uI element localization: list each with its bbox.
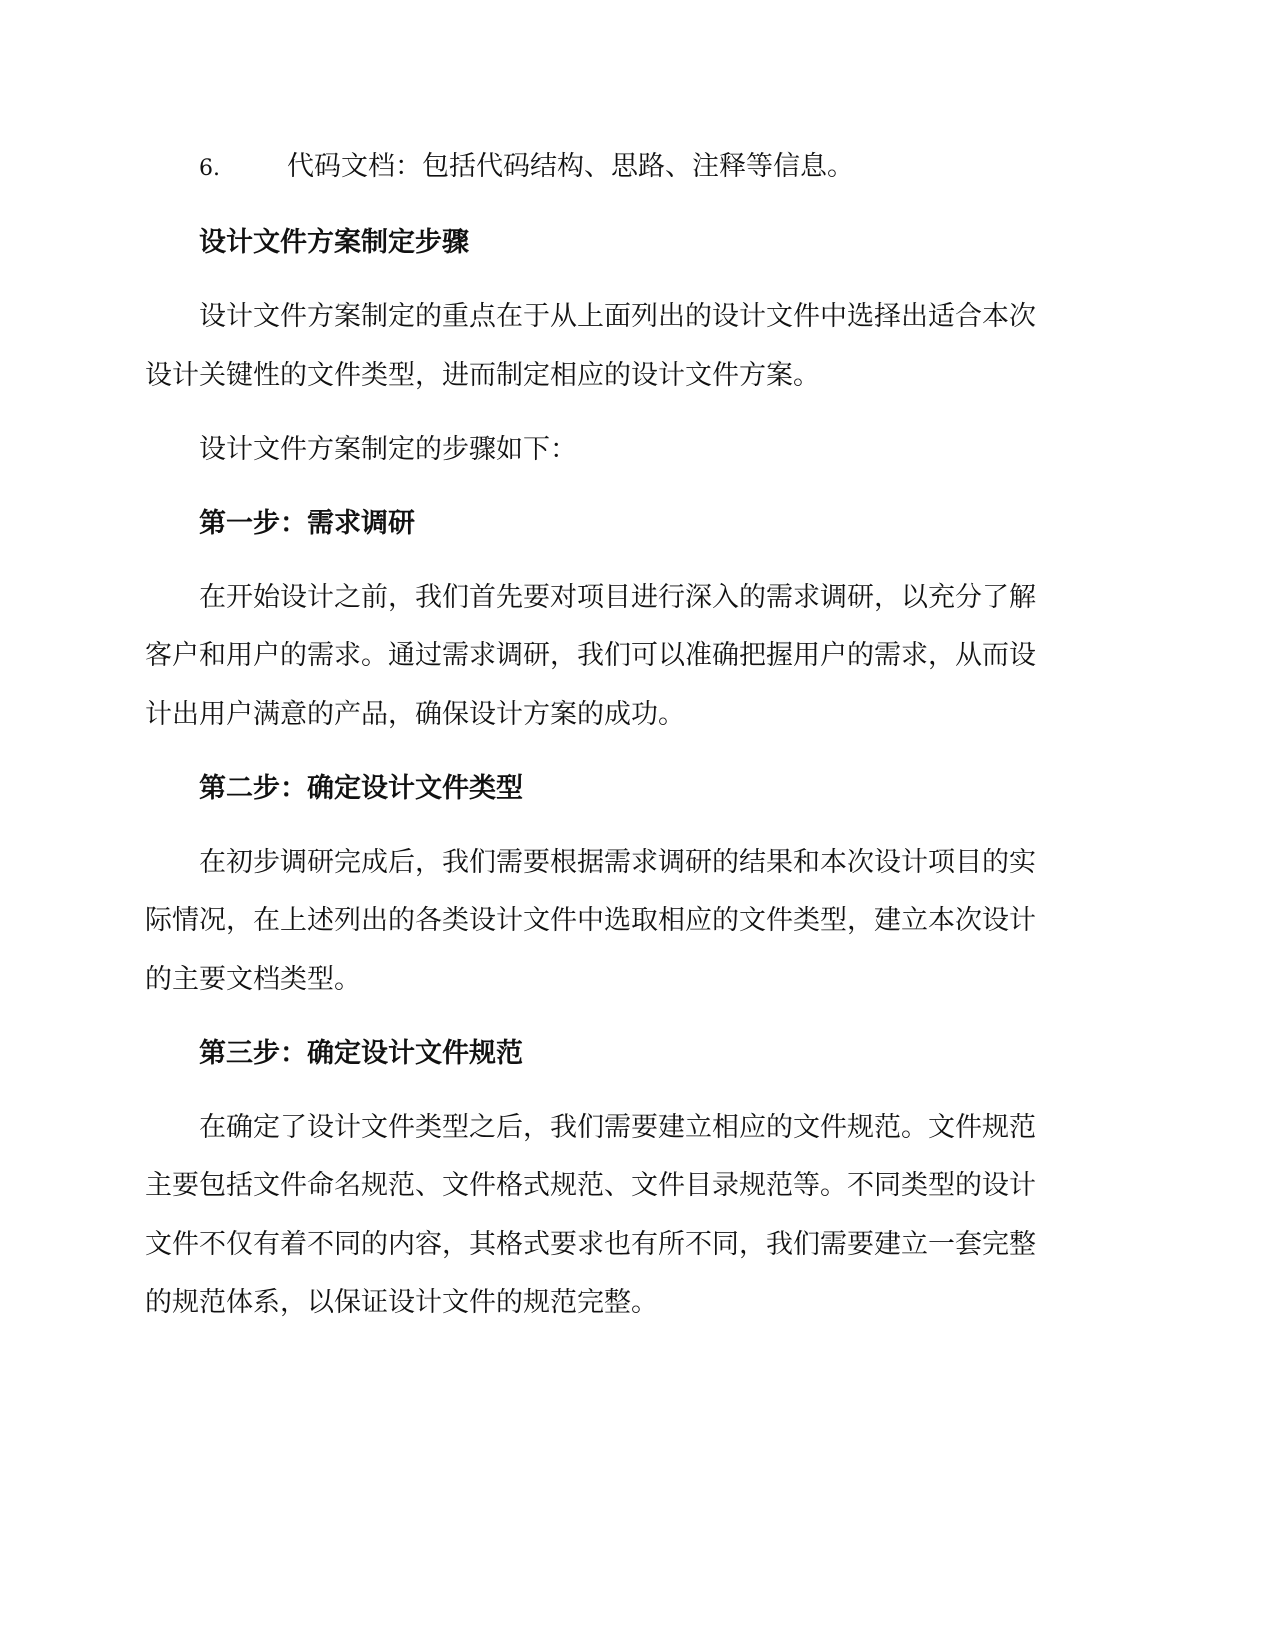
paragraph [145, 288, 1060, 405]
text-line: 设计文件方案制定步骤 [199, 227, 469, 258]
text-line: 客户和用户的需求。通过需求调研，我们可以准确把握用户的需求，从而设 [145, 640, 1036, 671]
paragraph [145, 1099, 1060, 1333]
text-line: 计出用户满意的产品，确保设计方案的成功。 [145, 698, 685, 730]
section-heading [145, 495, 1060, 554]
text-line: 在开始设计之前，我们首先要对项目进行深入的需求调研，以充分了解 [199, 581, 1036, 613]
paragraph [145, 569, 1060, 745]
list-number: 6. [199, 156, 220, 181]
text-line: 的主要文档类型。 [145, 963, 361, 995]
text-line: 在确定了设计文件类型之后，我们需要建立相应的文件规范。文件规范 [199, 1111, 1036, 1143]
text-line: 在初步调研完成后，我们需要根据需求调研的结果和本次设计项目的实 [199, 846, 1036, 878]
section-heading [145, 1025, 1060, 1084]
text-line: 设计文件方案制定的步骤如下： [199, 433, 577, 465]
text-line: 际情况，在上述列出的各类设计文件中选取相应的文件类型，建立本次设计 [145, 905, 1036, 936]
text-line: 设计文件方案制定的重点在于从上面列出的设计文件中选择出适合本次 [199, 301, 1036, 332]
list-text: 代码文档：包括代码结构、思路、注释等信息。 [287, 151, 854, 182]
text-line: 第三步：确定设计文件规范 [199, 1037, 523, 1069]
paragraph [145, 834, 1060, 1010]
paragraph [145, 421, 1060, 480]
text-line: 第一步：需求调研 [199, 507, 415, 539]
section-heading [145, 760, 1060, 819]
text-line: 主要包括文件命名规范、文件格式规范、文件目录规范等。不同类型的设计 [145, 1170, 1036, 1201]
text-line: 文件不仅有着不同的内容，其格式要求也有所不同，我们需要建立一套完整 [145, 1228, 1036, 1260]
text-line: 第二步：确定设计文件类型 [199, 772, 523, 804]
section-heading [145, 214, 1060, 273]
document-page [145, 138, 1060, 1348]
text-line: 设计关键性的文件类型，进而制定相应的设计文件方案。 [145, 359, 820, 391]
list-item [145, 138, 1060, 199]
text-line: 的规范体系，以保证设计文件的规范完整。 [145, 1287, 658, 1318]
